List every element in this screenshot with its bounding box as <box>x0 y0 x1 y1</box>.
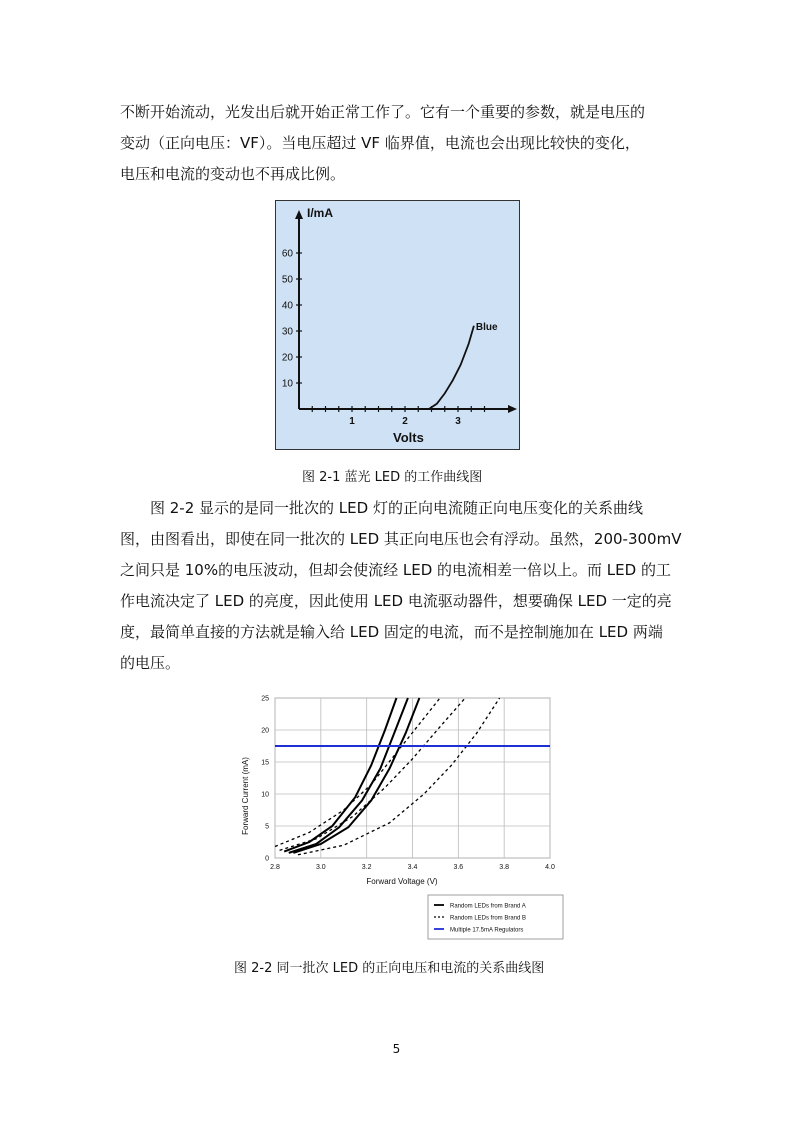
y-axis-label: Forward Current (mA) <box>241 757 250 835</box>
paragraph-line: 作电流决定了 LED 的亮度，因此使用 LED 电流驱动器件，想要确保 LED 一定的亮 <box>120 592 672 610</box>
y-tick-label: 25 <box>261 695 269 703</box>
y-tick-label: 20 <box>261 727 269 735</box>
y-tick-label: 15 <box>261 759 269 767</box>
y-tick-label: 40 <box>281 300 293 312</box>
y-tick-label: 10 <box>261 791 269 799</box>
figure-led-iv-curves <box>232 688 572 943</box>
y-tick-label: 60 <box>281 248 293 260</box>
paragraph-line: 度，最简单直接的方法就是输入给 LED 固定的电流，而不是控制施加在 LED 两端 <box>120 623 663 641</box>
x-tick-label: 2 <box>402 416 408 427</box>
series-label: Blue <box>475 321 498 333</box>
paragraph-line: 图 2-2 显示的是同一批次的 LED 灯的正向电流随正向电压变化的关系曲线 <box>150 499 643 517</box>
x-axis-label: Volts <box>393 430 424 445</box>
y-tick-label: 20 <box>281 352 293 364</box>
y-tick-label: 50 <box>281 274 293 286</box>
led-iv-chart <box>232 688 572 943</box>
figure-1-caption: 图 2-1 蓝光 LED 的工作曲线图 <box>302 470 483 485</box>
legend-label: Random LEDs from Brand A <box>450 903 526 910</box>
x-axis-label: Forward Voltage (V) <box>366 877 438 886</box>
figure-2-caption: 图 2-2 同一批次 LED 的正向电压和电流的关系曲线图 <box>234 961 545 976</box>
y-tick-label: 5 <box>265 823 269 831</box>
x-tick-label: 3.2 <box>361 864 372 871</box>
x-tick-label: 4.0 <box>545 864 555 871</box>
legend-label: Random LEDs from Brand B <box>450 915 527 922</box>
page-number: 5 <box>392 1042 401 1056</box>
chart-grid <box>275 698 550 858</box>
paragraph-line: 之间只是 10%的电压波动，但却会使流经 LED 的电流相差一倍以上。而 LED 的工 <box>120 561 671 579</box>
y-tick-label: 0 <box>265 855 269 863</box>
legend-label: Multiple 17.5mA Regulators <box>450 927 524 934</box>
x-tick-label: 3.6 <box>453 864 464 871</box>
paragraph-line: 的电压。 <box>120 654 181 672</box>
y-tick-label: 10 <box>281 378 293 390</box>
figure-blue-led-curve <box>275 200 520 450</box>
x-tick-label: 1 <box>349 416 355 427</box>
paragraph-line: 不断开始流动，光发出后就开始正常工作了。它有一个重要的参数，就是电压的 <box>120 103 646 121</box>
blue-led-chart <box>275 200 520 450</box>
chart-legend <box>428 895 563 939</box>
paragraph-line: 图，由图看出，即使在同一批次的 LED 其正向电压也会有浮动。虽然，200-300mV <box>120 530 682 548</box>
x-tick-label: 3.0 <box>315 864 326 871</box>
x-tick-label: 3.4 <box>407 864 418 871</box>
y-tick-label: 30 <box>281 326 293 338</box>
x-tick-label: 3.8 <box>499 864 510 871</box>
paragraph-line: 变动（正向电压：VF）。当电压超过 VF 临界值，电流也会出现比较快的变化， <box>120 134 640 152</box>
x-tick-label: 2.8 <box>270 864 280 871</box>
paragraph-2 <box>120 493 680 679</box>
paragraph-1 <box>120 97 680 190</box>
paragraph-line: 电压和电流的变动也不再成比例。 <box>120 165 346 183</box>
x-tick-label: 3 <box>455 416 461 427</box>
y-axis-label: I/mA <box>307 206 334 220</box>
